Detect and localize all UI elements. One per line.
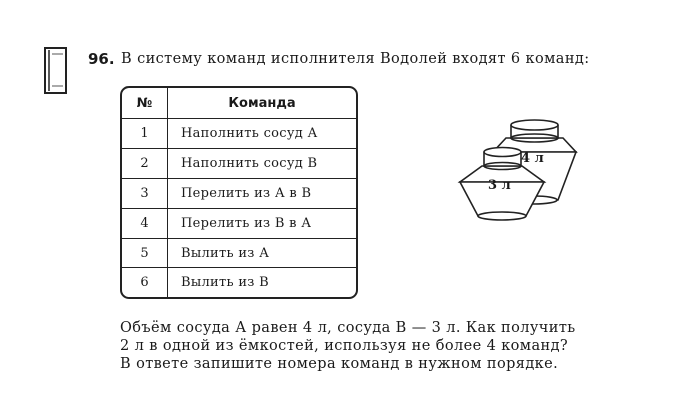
command-table (120, 86, 358, 299)
vessel-a-label: 4 л (521, 151, 544, 166)
question-line: В ответе запишите номера команд в нужном порядке. (120, 356, 559, 372)
table-header-row (122, 88, 356, 119)
row-command: Вылить из В (168, 268, 357, 297)
table-row (122, 178, 356, 208)
question-line: 2 л в одной из ёмкостей, используя не более 4 команд? (120, 338, 569, 354)
vessel-b-label: 3 л (488, 178, 511, 193)
table-row (122, 208, 356, 238)
problem-intro: В систему команд исполнителя Водолей входят 6 команд: (121, 51, 590, 67)
row-number: 6 (122, 268, 168, 297)
row-number: 1 (122, 119, 168, 149)
row-command: Наполнить сосуд А (168, 119, 357, 149)
table-row (122, 238, 356, 268)
question-text (120, 319, 576, 373)
row-number: 3 (122, 178, 168, 208)
vessels-illustration (448, 112, 590, 224)
table-row (122, 268, 356, 297)
row-command: Перелить из В в А (168, 208, 357, 238)
row-command: Наполнить сосуд В (168, 148, 357, 178)
row-number: 2 (122, 148, 168, 178)
header-command: Команда (168, 88, 357, 119)
table-row (122, 148, 356, 178)
row-command: Перелить из А в В (168, 178, 357, 208)
header-number: № (122, 88, 168, 119)
row-number: 5 (122, 238, 168, 268)
row-number: 4 (122, 208, 168, 238)
question-line: Объём сосуда А равен 4 л, сосуда В — 3 л. Как получить (120, 320, 576, 336)
book-icon (44, 46, 68, 96)
problem-number: 96. (88, 50, 115, 68)
row-command: Вылить из А (168, 238, 357, 268)
table-row (122, 119, 356, 149)
